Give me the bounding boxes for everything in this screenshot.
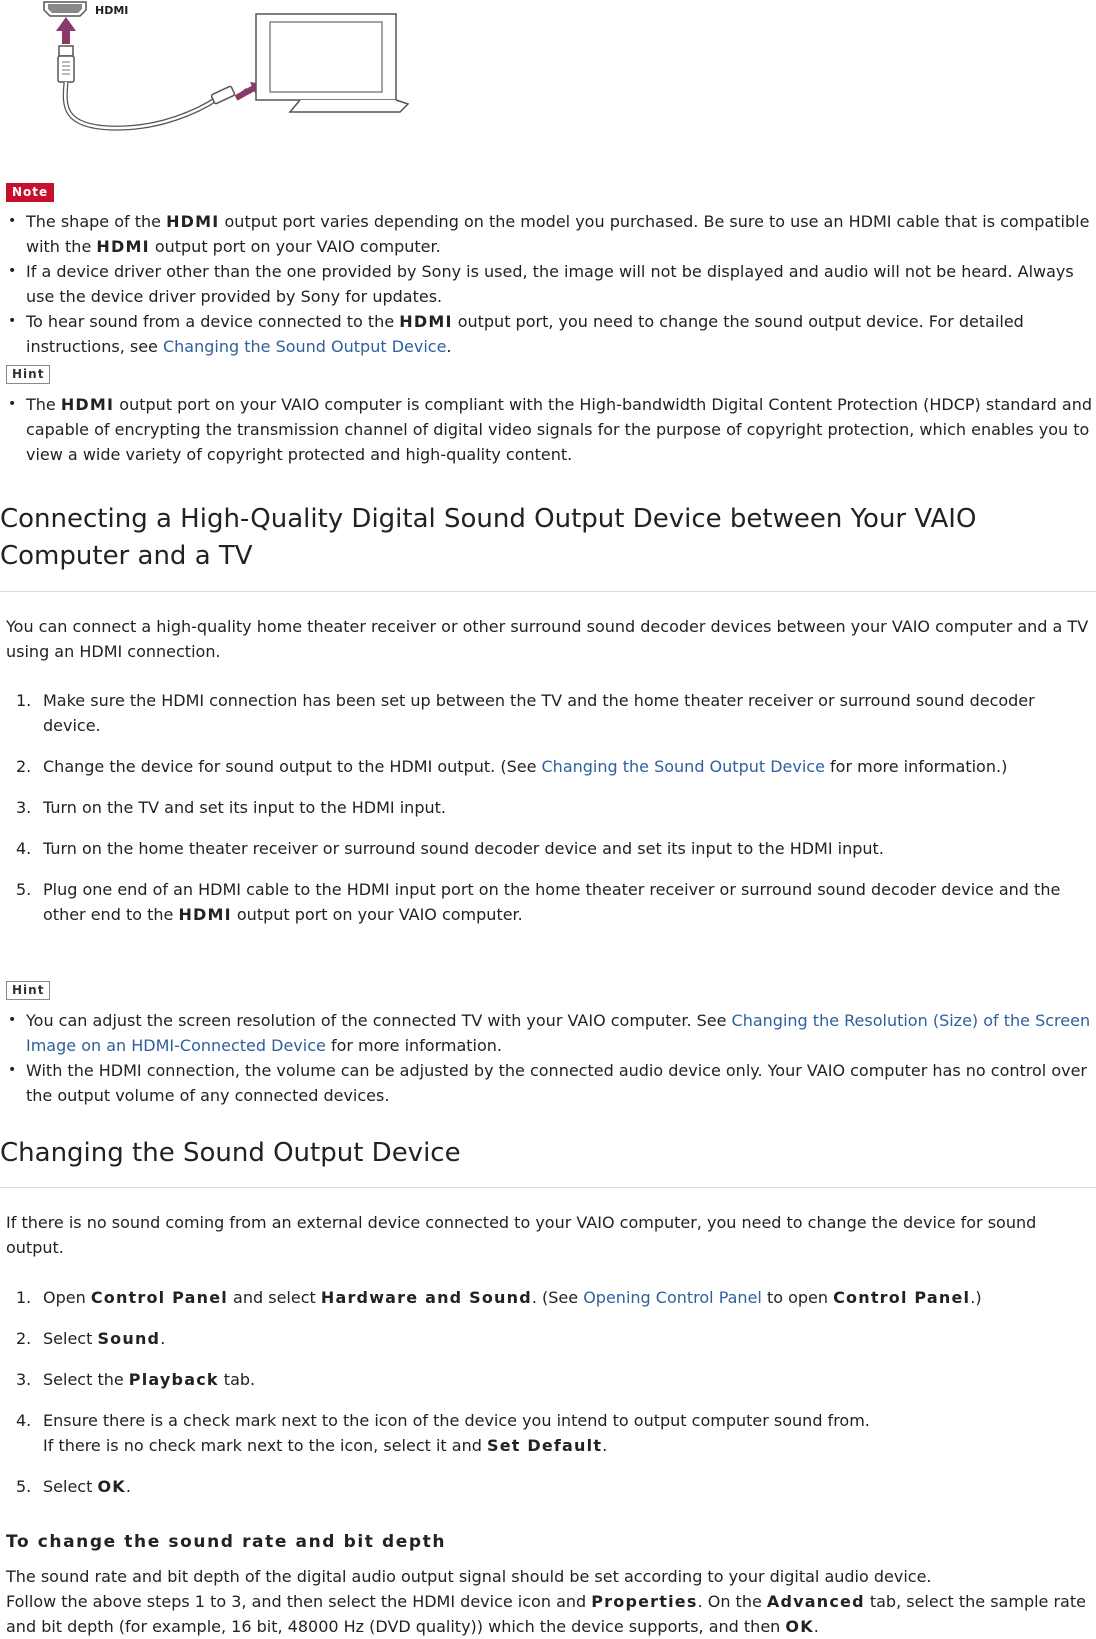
step-text: Plug one end of an HDMI cable to the HDMI input port on the home theater receiver or surround sound decoder device and the other end to the xyxy=(43,880,1061,924)
item-bold: HDMI xyxy=(166,212,220,231)
hdmi-port-label: HDMI xyxy=(95,4,129,17)
list-item xyxy=(0,209,1094,259)
item-bold: HDMI xyxy=(60,395,115,414)
step-number: 2. xyxy=(16,1329,32,1348)
tv-icon xyxy=(256,14,408,112)
step-item xyxy=(0,688,1094,738)
divider xyxy=(0,591,1096,592)
hdmi-port-icon xyxy=(44,2,86,16)
section-heading-tv: Connecting a High-Quality Digital Sound Output Device between Your VAIO Computer and a TV xyxy=(0,504,977,571)
tv-plug-icon xyxy=(211,86,235,104)
step-bold: Hardware and Sound xyxy=(320,1288,532,1307)
changing-sound-output-link[interactable]: Changing the Sound Output Device xyxy=(162,337,447,356)
changing-resolution-link[interactable]: Changing the Resolution (Size) of the Screen Image on an HDMI-Connected Device xyxy=(26,1011,1091,1055)
sub-paragraph xyxy=(6,1564,1096,1639)
step-item xyxy=(0,1408,1094,1458)
step-item xyxy=(0,1326,1094,1351)
step-text: If there is no check mark next to the icon, select it and xyxy=(43,1436,487,1455)
divider xyxy=(0,1187,1096,1188)
step-bold: Set Default xyxy=(486,1436,603,1455)
item-text: The shape of the xyxy=(26,212,167,231)
item-bold: HDMI xyxy=(399,312,453,331)
step-number: 1. xyxy=(16,1288,32,1307)
step-text: output port on your VAIO computer. xyxy=(231,905,523,924)
sub-text: Follow the above steps 1 to 3, and then select the HDMI device icon and xyxy=(6,1592,592,1611)
step-text: Change the device for sound output to the HDMI output. (See xyxy=(43,757,542,776)
hint-list xyxy=(0,1008,1094,1108)
item-text: output port on your VAIO computer is compliant with the High-bandwidth Digital Content Protection (HDCP) standard and capable of encrypting the transmission channel of digital video signals for the purpose of copyright protection, which enables you to view a wide variety of copyright protected and high-quality content. xyxy=(26,395,1093,464)
subheading: To change the sound rate and bit depth xyxy=(6,1532,447,1552)
list-item xyxy=(0,1058,1094,1108)
item-text: With the HDMI connection, the volume can be adjusted by the connected audio device only. Your VAIO computer has no control over the output volume of any connected devices. xyxy=(26,1061,1087,1105)
item-text: output port varies depending on the model you purchased. Be sure to use an HDMI cable that is compatible with the xyxy=(26,212,1090,256)
step-item xyxy=(0,1367,1094,1392)
step-number: 4. xyxy=(16,1411,32,1430)
list-item xyxy=(0,1008,1094,1058)
step-item xyxy=(0,1285,1094,1310)
step-text: Turn on the home theater receiver or surround sound decoder device and set its input to the HDMI input. xyxy=(43,839,884,858)
step-text: and select xyxy=(227,1288,321,1307)
step-text: for more information.) xyxy=(824,757,1008,776)
steps-list-tv xyxy=(0,688,1094,927)
up-arrow-icon xyxy=(56,17,76,44)
step-number: 2. xyxy=(16,757,32,776)
section-intro: You can connect a high-quality home theater receiver or other surround sound decoder devices between your VAIO computer and a TV using an HDMI connection. xyxy=(6,617,1089,661)
opening-control-panel-link[interactable]: Opening Control Panel xyxy=(583,1288,762,1307)
hdmi-connection-illustration xyxy=(0,0,440,140)
item-text: output port, you need to change the sound output device. For detailed instructions, see xyxy=(26,312,1024,356)
changing-sound-output-link[interactable]: Changing the Sound Output Device xyxy=(541,757,825,776)
item-text: . xyxy=(446,337,452,356)
item-text: The xyxy=(26,395,61,414)
sub-bold: OK xyxy=(785,1617,814,1636)
step-bold: Control Panel xyxy=(90,1288,228,1307)
step-number: 1. xyxy=(16,691,32,710)
sub-text: . On the xyxy=(697,1592,767,1611)
step-text: . (See xyxy=(531,1288,584,1307)
step-number: 4. xyxy=(16,839,32,858)
step-text: Select xyxy=(43,1329,98,1348)
step-text: Turn on the TV and set its input to the HDMI input. xyxy=(43,798,446,817)
step-text: Ensure there is a check mark next to the icon of the device you intend to output computer sound from. xyxy=(43,1411,870,1430)
step-text: . xyxy=(602,1436,608,1455)
sub-bold: Advanced xyxy=(766,1592,865,1611)
step-text: . xyxy=(160,1329,166,1348)
step-item xyxy=(0,836,1094,861)
step-item xyxy=(0,877,1094,927)
list-item xyxy=(0,259,1094,309)
step-bold: Control Panel xyxy=(833,1288,971,1307)
item-bold: HDMI xyxy=(96,237,150,256)
hint-label: Hint xyxy=(6,365,50,384)
item-text: To hear sound from a device connected to the xyxy=(26,312,400,331)
hdmi-cable xyxy=(65,82,218,128)
step-text: . xyxy=(125,1477,131,1496)
note-list xyxy=(0,209,1094,359)
step-text: Open xyxy=(43,1288,91,1307)
item-text: You can adjust the screen resolution of the connected TV with your VAIO computer. See xyxy=(26,1011,732,1030)
hint-list xyxy=(0,392,1094,467)
hdmi-plug-icon xyxy=(58,46,74,82)
sub-line: The sound rate and bit depth of the digital audio output signal should be set according to your digital audio device. xyxy=(6,1567,932,1586)
step-text: Select the xyxy=(43,1370,129,1389)
sub-text: . xyxy=(813,1617,819,1636)
step-text: Make sure the HDMI connection has been set up between the TV and the home theater receiver or surround sound decoder device. xyxy=(43,691,1035,735)
sub-text: tab, select the sample rate and bit depth (for example, 16 bit, 48000 Hz (DVD quality)) which the device supports, and then xyxy=(6,1592,1086,1636)
step-bold: OK xyxy=(97,1477,126,1496)
step-text: Select xyxy=(43,1477,98,1496)
sub-bold: Properties xyxy=(591,1592,698,1611)
item-text: for more information. xyxy=(325,1036,502,1055)
step-bold: Playback xyxy=(128,1370,219,1389)
section-intro: If there is no sound coming from an external device connected to your VAIO computer, you need to change the device for sound output. xyxy=(6,1213,1037,1257)
step-text: tab. xyxy=(218,1370,256,1389)
step-number: 3. xyxy=(16,798,32,817)
step-text: to open xyxy=(761,1288,834,1307)
item-text: output port on your VAIO computer. xyxy=(149,237,441,256)
note-label: Note xyxy=(6,183,54,202)
step-bold: HDMI xyxy=(178,905,232,924)
step-number: 3. xyxy=(16,1370,32,1389)
list-item xyxy=(0,392,1094,467)
step-number: 5. xyxy=(16,880,32,899)
item-text: If a device driver other than the one provided by Sony is used, the image will not be displayed and audio will not be heard. Always use the device driver provided by Sony for updates. xyxy=(26,262,1074,306)
hint-label: Hint xyxy=(6,981,50,1000)
step-item xyxy=(0,1474,1094,1499)
step-number: 5. xyxy=(16,1477,32,1496)
step-item xyxy=(0,754,1094,779)
step-item xyxy=(0,795,1094,820)
step-text: .) xyxy=(970,1288,982,1307)
step-bold: Sound xyxy=(97,1329,161,1348)
steps-list-sound xyxy=(0,1285,1094,1499)
list-item xyxy=(0,309,1094,359)
section-heading-sound: Changing the Sound Output Device xyxy=(0,1138,461,1168)
